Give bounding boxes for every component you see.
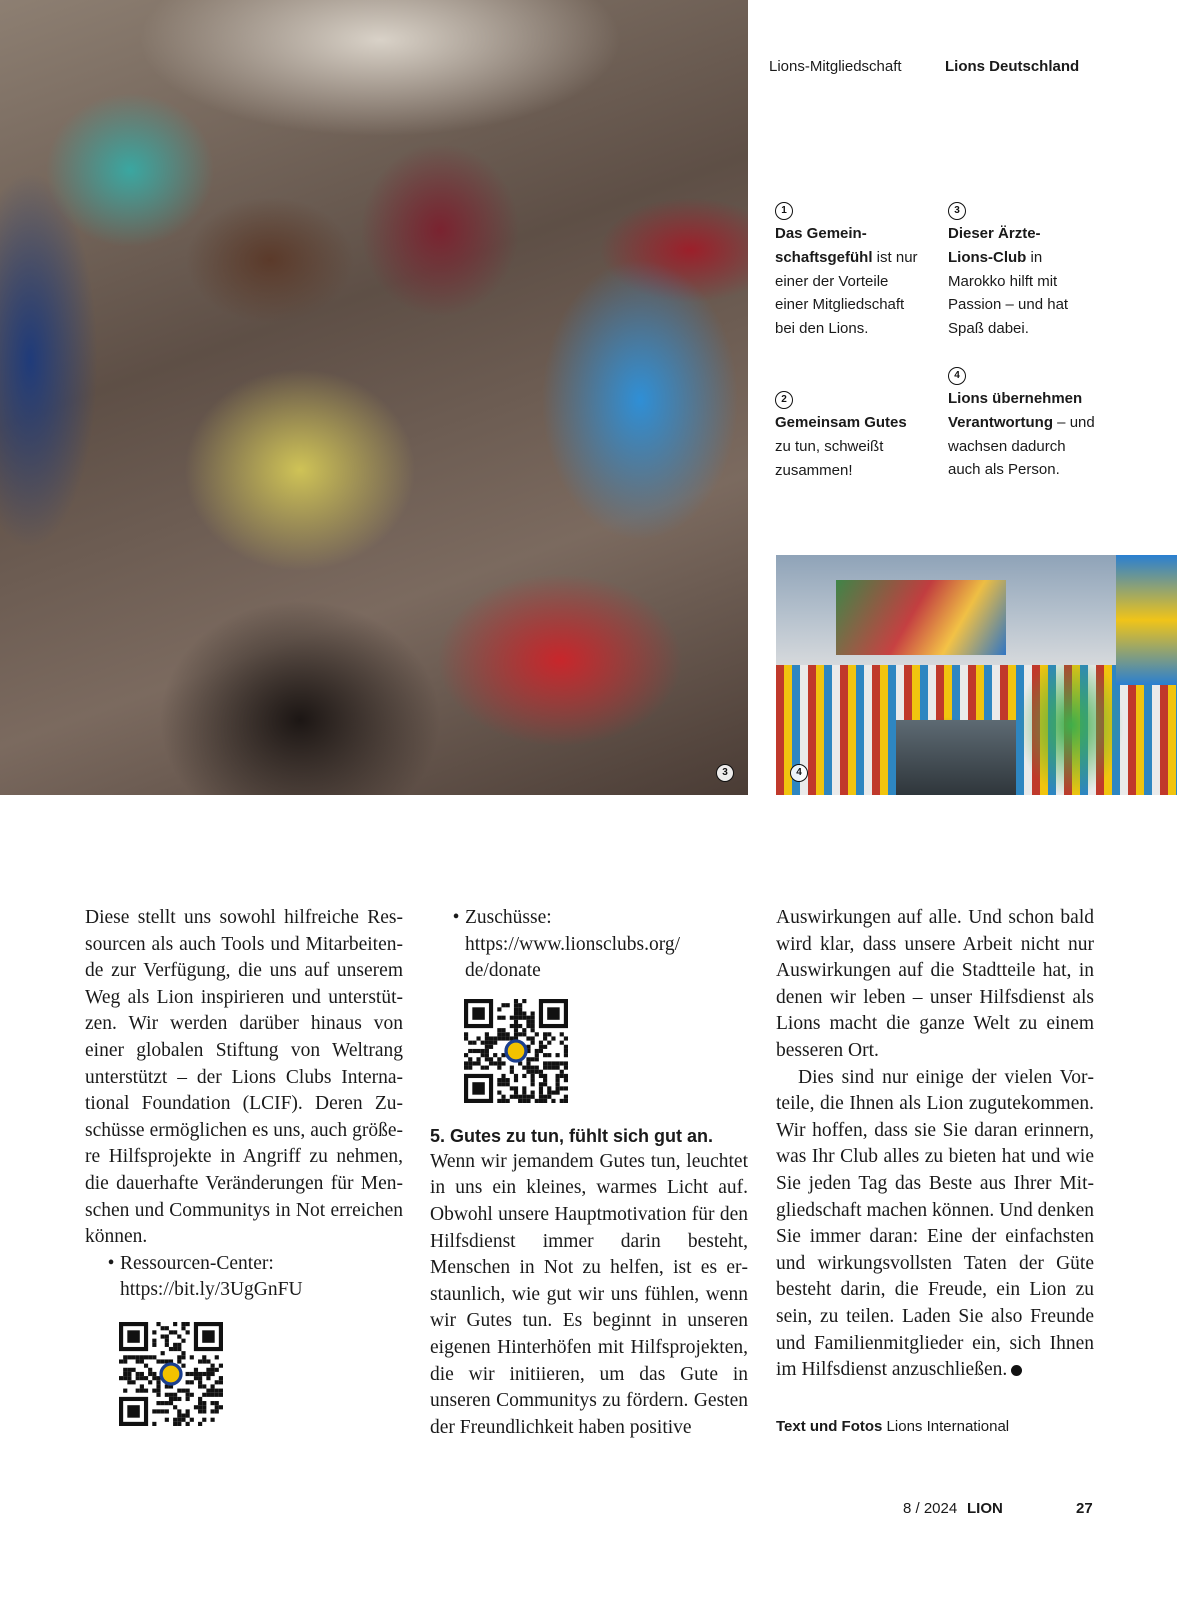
resource-center-link[interactable]: https://bit.ly/3UgGnFU: [120, 1279, 303, 1301]
bullet-item: [450, 905, 748, 985]
credit-text: Lions International: [882, 1418, 1010, 1435]
photo-children-clapping: [0, 0, 748, 795]
qr-code-icon[interactable]: [464, 999, 568, 1103]
body-paragraph: Wenn wir jemandem Gutes tun, leuchtet in uns ein kleines, warmes Licht auf. Obwohl unsere Hauptmotivation für den Hilfsdienst immer darin besteht, Menschen in Not zu helfen, ist es erstaunlich, wie gut wir uns fühlen, wenn wir Gutes tun. Es beginnt in unseren eigenen Hinterhöfen mit Hilfsprojekten, die wir initiieren, um das Gute in unseren Communitys zu fördern. Gesten der Freundlichkeit haben positive: [430, 1150, 748, 1438]
caption-number: 2: [775, 391, 793, 409]
photo-lectern: [896, 720, 1016, 795]
body-paragraph-final: [776, 1065, 1094, 1384]
photo-credit: [776, 1418, 1009, 1435]
caption-bold: Dieser Ärzte- Lions-Club: [948, 225, 1041, 266]
body-column-1: [85, 905, 403, 1446]
bullet-dot: •: [107, 1252, 115, 1274]
caption-bold: Lions übernehmen Verantwortung: [948, 390, 1083, 431]
body-column-2: [430, 905, 748, 1441]
body-paragraph-text: Dies sind nur einige der vielen Vorteile, die Ihnen als Lion zugutekommen. Wir hoffen, dass sie Sie daran erinnern, was Ihr Club alles zu bieten hat und wie Sie jeden Tag das Beste aus Ihrer Mitgliedschaft machen können. Und denken Sie immer daran: Eine der einfachsten und wirkungsvollsten Taten der Güte besteht darin, die Freude, ein Lion zu sein, zu teilen. Laden Sie also Freunde und Familienmitglieder ein, sich Ihnen im Hilfsdienst anzuschließen.: [776, 1066, 1094, 1381]
end-mark-icon: L: [1011, 1365, 1022, 1376]
bullet-label: Zuschüsse:: [465, 907, 552, 928]
bullet-item: [105, 1251, 403, 1304]
photo-number-badge: 4: [790, 764, 808, 782]
body-paragraph: Diese stellt uns sowohl hilfreiche Ressourcen als auch Tools und Mitarbeitende zur Verfügung, die uns auf unserem Weg als Lion inspirieren und unterstützen. Wir werden darüber hinaus von einer globalen Stiftung von Weltrang unterstützt – der Lions Clubs International Foundation (LCIF). Deren Zuschüsse ermöglichen es uns, auch größere Hilfsprojekte in Angriff zu nehmen, die dauerhafte Veränderungen für Menschen und Communitys in Not erreichen können.: [85, 907, 403, 1248]
caption-text: in Marokko hilft mit Passion – und hat Spaß dabei.: [948, 248, 1069, 338]
publication-label: Lions Deutschland: [945, 58, 1080, 75]
caption-bold: Das Gemein- schaftsgefühl: [775, 225, 873, 266]
caption-4: [948, 367, 1098, 482]
caption-text: zu tun, schweißt zusammen!: [775, 437, 884, 479]
page-number: 27: [1076, 1500, 1093, 1517]
caption-number: 3: [948, 202, 966, 220]
photo-screen: [836, 580, 1006, 655]
donate-link[interactable]: https://www.lionsclubs.org/ de/donate: [465, 933, 681, 982]
section-label: Lions-Mitgliedschaft: [769, 58, 902, 75]
credit-label: Text und Fotos: [776, 1418, 883, 1435]
bullet-dot: •: [452, 907, 460, 928]
caption-3: [948, 202, 1098, 341]
body-paragraph: Auswirkungen auf alle. Und schon bald wird klar, dass unsere Arbeit nicht nur Auswirkungen auf die Stadtteile hat, in denen wir leben – unser Hilfsdienst als Lions macht die ganze Welt zu einem besseren Ort.: [776, 907, 1094, 1061]
qr-code-icon[interactable]: [119, 1322, 223, 1426]
photo-number-badge: 3: [716, 764, 734, 782]
issue-number: 8 / 2024: [903, 1500, 958, 1517]
caption-2: [775, 391, 925, 482]
photo-speaker-at-podium: [776, 555, 1177, 795]
caption-1: [775, 202, 925, 341]
bullet-label: Ressourcen-Center:: [120, 1252, 274, 1274]
caption-text: – und wachsen dadurch auch als Person.: [948, 413, 1095, 479]
magazine-name: LION: [967, 1500, 1003, 1517]
section-heading: 5. Gutes zu tun, fühlt sich gut an.: [430, 1125, 713, 1146]
caption-number: 4: [948, 367, 966, 385]
caption-number: 1: [775, 202, 793, 220]
caption-text: ist nur einer der Vorteile einer Mitgliedschaft bei den Lions.: [775, 248, 918, 338]
body-column-3: [776, 905, 1094, 1384]
photo-banner: [1116, 555, 1177, 685]
caption-bold: Gemeinsam Gutes: [775, 414, 907, 431]
